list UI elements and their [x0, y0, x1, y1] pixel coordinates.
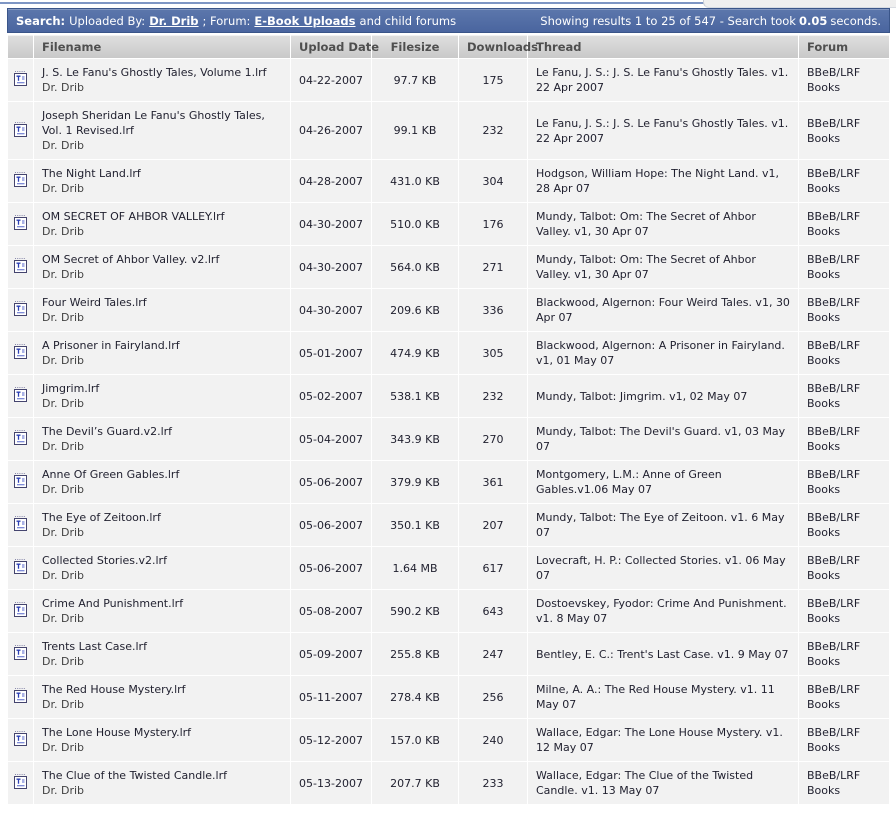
attachment-icon-cell[interactable] [8, 102, 33, 159]
text-file-icon [14, 171, 27, 191]
filesize-cell: 538.1 KB [372, 375, 458, 417]
column-header-upload-date: Upload Date [291, 35, 371, 58]
uploader-name: Dr. Drib [42, 784, 85, 797]
attachment-icon-cell[interactable] [8, 59, 33, 101]
attachment-icon-cell[interactable] [8, 590, 33, 632]
uploader-name: Dr. Drib [42, 182, 85, 195]
forum-cell [799, 633, 889, 675]
filename-link[interactable]: Joseph Sheridan Le Fanu's Ghostly Tales, Vol. 1 Revised.lrf [42, 109, 265, 137]
forum-link[interactable]: BBeB/LRF Books [807, 597, 861, 625]
attachment-icon-cell[interactable] [8, 547, 33, 589]
forum-link[interactable]: BBeB/LRF Books [807, 116, 861, 145]
filename-link[interactable]: Collected Stories.v2.lrf [42, 554, 167, 567]
filename-cell [34, 504, 290, 546]
filename-link[interactable]: The Clue of the Twisted Candle.lrf [42, 769, 227, 782]
upload-date-cell: 04-30-2007 [291, 203, 371, 245]
filename-link[interactable]: Four Weird Tales.lrf [42, 296, 147, 309]
forum-cell [799, 102, 889, 159]
upload-date-cell: 05-04-2007 [291, 418, 371, 460]
forum-cell [799, 590, 889, 632]
filesize-cell: 431.0 KB [372, 160, 458, 202]
text-file-icon [14, 472, 27, 492]
forum-cell [799, 160, 889, 202]
thread-link[interactable]: Milne, A. A.: The Red House Mystery. v1. 11 May 07 [536, 683, 775, 711]
downloads-cell: 304 [459, 160, 527, 202]
filename-link[interactable]: Trents Last Case.lrf [42, 640, 147, 653]
thread-cell [528, 102, 798, 159]
table-row [8, 289, 889, 331]
filename-cell [34, 375, 290, 417]
forum-cell [799, 203, 889, 245]
uploader-name: Dr. Drib [42, 483, 85, 496]
upload-date-cell: 05-06-2007 [291, 547, 371, 589]
filesize-cell: 590.2 KB [372, 590, 458, 632]
table-row [8, 246, 889, 288]
text-file-icon [14, 558, 27, 578]
upload-date-cell: 04-28-2007 [291, 160, 371, 202]
table-row [8, 676, 889, 718]
column-header-thread: Thread [528, 35, 798, 58]
downloads-cell: 233 [459, 762, 527, 804]
uploader-name: Dr. Drib [42, 225, 85, 238]
uploader-name: Dr. Drib [42, 655, 85, 668]
attachment-icon-cell[interactable] [8, 762, 33, 804]
filename-cell [34, 418, 290, 460]
table-row [8, 590, 889, 632]
forum-cell [799, 461, 889, 503]
filename-cell [34, 633, 290, 675]
filesize-cell: 99.1 KB [372, 102, 458, 159]
text-file-icon [14, 515, 27, 535]
thread-cell [528, 719, 798, 761]
filesize-cell: 379.9 KB [372, 461, 458, 503]
table-row [8, 633, 889, 675]
forum-link[interactable]: BBeB/LRF Books [807, 210, 861, 238]
uploader-name: Dr. Drib [42, 397, 85, 410]
uploader-name: Dr. Drib [42, 440, 85, 453]
downloads-cell: 207 [459, 504, 527, 546]
forum-link[interactable]: E-Book Uploads [254, 13, 356, 28]
upload-date-cell: 05-02-2007 [291, 375, 371, 417]
text-file-icon [14, 121, 27, 141]
upload-date-cell: 04-30-2007 [291, 246, 371, 288]
forum-link[interactable]: BBeB/LRF Books [807, 382, 861, 410]
table-header-row [8, 35, 889, 58]
thread-cell [528, 332, 798, 374]
forum-link[interactable]: BBeB/LRF Books [807, 726, 861, 754]
column-header-icon [8, 35, 33, 58]
filename-link[interactable]: The Lone House Mystery.lrf [42, 726, 192, 739]
attachment-icon-cell[interactable] [8, 418, 33, 460]
filename-link[interactable]: The Night Land.lrf [42, 167, 141, 180]
uploader-name: Dr. Drib [42, 698, 85, 711]
thread-cell [528, 203, 798, 245]
seconds-label: seconds. [830, 13, 881, 28]
uploader-name: Dr. Drib [42, 139, 85, 152]
thread-link[interactable]: Wallace, Edgar: The Lone House Mystery. v1. 12 May 07 [536, 726, 783, 754]
filesize-cell: 1.64 MB [372, 547, 458, 589]
attachment-icon-cell[interactable] [8, 504, 33, 546]
thread-link[interactable]: Hodgson, William Hope: The Night Land. v1, 28 Apr 07 [536, 167, 779, 195]
attachments-results-table [7, 34, 890, 805]
thread-link[interactable]: Le Fanu, J. S.: J. S. Le Fanu's Ghostly Tales. v1. 22 Apr 2007 [536, 116, 789, 145]
uploader-name: Dr. Drib [42, 612, 85, 625]
thread-cell [528, 375, 798, 417]
table-row [8, 418, 889, 460]
search-summary-bar [7, 8, 890, 33]
forum-cell [799, 418, 889, 460]
table-row [8, 59, 889, 101]
upload-date-cell: 05-11-2007 [291, 676, 371, 718]
table-row [8, 375, 889, 417]
downloads-cell: 361 [459, 461, 527, 503]
attachment-icon-cell[interactable] [8, 332, 33, 374]
forum-cell [799, 719, 889, 761]
filename-cell [34, 160, 290, 202]
filename-cell [34, 332, 290, 374]
thread-cell [528, 762, 798, 804]
forum-cell [799, 504, 889, 546]
top-right-corner-block [703, 0, 896, 8]
thread-cell [528, 504, 798, 546]
filesize-cell: 157.0 KB [372, 719, 458, 761]
filename-cell [34, 762, 290, 804]
attachment-icon-cell[interactable] [8, 375, 33, 417]
table-row [8, 762, 889, 804]
downloads-cell: 305 [459, 332, 527, 374]
thread-cell [528, 461, 798, 503]
upload-date-cell: 04-30-2007 [291, 289, 371, 331]
filename-cell [34, 59, 290, 101]
forum-cell [799, 762, 889, 804]
text-file-icon [14, 386, 27, 406]
forum-label: ; Forum: [202, 13, 251, 28]
thread-link[interactable]: Mundy, Talbot: Om: The Secret of Ahbor Valley. v1, 30 Apr 07 [536, 210, 756, 238]
search-results-page [0, 7, 896, 805]
filename-cell [34, 289, 290, 331]
downloads-cell: 270 [459, 418, 527, 460]
filename-link[interactable]: The Red House Mystery.lrf [42, 683, 186, 696]
filesize-cell: 278.4 KB [372, 676, 458, 718]
filesize-cell: 209.6 KB [372, 289, 458, 331]
forum-link[interactable]: BBeB/LRF Books [807, 511, 861, 539]
filesize-cell: 97.7 KB [372, 59, 458, 101]
thread-link[interactable]: Mundy, Talbot: The Devil's Guard. v1, 03 May 07 [536, 425, 786, 453]
filename-cell [34, 719, 290, 761]
upload-date-cell: 05-08-2007 [291, 590, 371, 632]
text-file-icon [14, 730, 27, 750]
forum-cell [799, 375, 889, 417]
uploader-name: Dr. Drib [42, 526, 85, 539]
text-file-icon [14, 773, 27, 793]
table-row [8, 719, 889, 761]
downloads-cell: 617 [459, 547, 527, 589]
forum-cell [799, 246, 889, 288]
upload-date-cell: 05-09-2007 [291, 633, 371, 675]
filename-link[interactable]: OM Secret of Ahbor Valley. v2.lrf [42, 253, 220, 266]
thread-cell [528, 633, 798, 675]
attachment-icon-cell[interactable] [8, 633, 33, 675]
text-file-icon [14, 257, 27, 277]
filesize-cell: 510.0 KB [372, 203, 458, 245]
results-count-text: Showing results 1 to 25 of 547 - Search took [540, 13, 796, 28]
table-row [8, 504, 889, 546]
thread-cell [528, 160, 798, 202]
attachment-icon-cell[interactable] [8, 461, 33, 503]
filesize-cell: 255.8 KB [372, 633, 458, 675]
table-row [8, 332, 889, 374]
thread-cell [528, 59, 798, 101]
uploader-link[interactable]: Dr. Drib [149, 13, 199, 28]
thread-cell [528, 289, 798, 331]
thread-link[interactable]: Blackwood, Algernon: Four Weird Tales. v1, 30 Apr 07 [536, 296, 790, 324]
search-time-value: 0.05 [798, 13, 828, 28]
thread-link[interactable]: Mundy, Talbot: The Eye of Zeitoon. v1. 6 May 07 [536, 511, 785, 539]
forum-link[interactable]: BBeB/LRF Books [807, 253, 861, 281]
upload-date-cell: 04-26-2007 [291, 102, 371, 159]
filename-link[interactable]: Jimgrim.lrf [42, 382, 100, 395]
uploader-name: Dr. Drib [42, 354, 85, 367]
thread-link[interactable]: Blackwood, Algernon: A Prisoner in Fairyland. v1, 01 May 07 [536, 339, 785, 367]
upload-date-cell: 05-06-2007 [291, 504, 371, 546]
text-file-icon [14, 343, 27, 363]
table-row [8, 461, 889, 503]
column-header-filesize: Filesize [372, 35, 458, 58]
browser-top-edge [0, 0, 896, 7]
filesize-cell: 207.7 KB [372, 762, 458, 804]
forum-link[interactable]: BBeB/LRF Books [807, 167, 861, 195]
forum-cell [799, 332, 889, 374]
forum-link[interactable]: BBeB/LRF Books [807, 66, 861, 94]
thread-link[interactable]: Mundy, Talbot: Jimgrim. v1, 02 May 07 [536, 389, 748, 403]
forum-cell [799, 59, 889, 101]
forum-link[interactable]: BBeB/LRF Books [807, 554, 861, 582]
filename-link[interactable]: A Prisoner in Fairyland.lrf [42, 339, 180, 352]
column-header-filename: Filename [34, 35, 290, 58]
uploader-name: Dr. Drib [42, 81, 85, 94]
filename-cell [34, 590, 290, 632]
text-file-icon [14, 687, 27, 707]
forum-link[interactable]: BBeB/LRF Books [807, 468, 861, 496]
forum-cell [799, 547, 889, 589]
filename-cell [34, 676, 290, 718]
top-border-line [0, 2, 704, 4]
table-row [8, 160, 889, 202]
attachment-icon-cell[interactable] [8, 246, 33, 288]
downloads-cell: 256 [459, 676, 527, 718]
upload-date-cell: 05-13-2007 [291, 762, 371, 804]
downloads-cell: 336 [459, 289, 527, 331]
text-file-icon [14, 644, 27, 664]
upload-date-cell: 05-01-2007 [291, 332, 371, 374]
downloads-cell: 232 [459, 102, 527, 159]
text-file-icon [14, 70, 27, 90]
filesize-cell: 350.1 KB [372, 504, 458, 546]
table-row [8, 102, 889, 159]
forum-link[interactable]: BBeB/LRF Books [807, 683, 861, 711]
uploaded-by-label: Uploaded By: [69, 13, 146, 28]
thread-link[interactable]: Le Fanu, J. S.: J. S. Le Fanu's Ghostly Tales. v1. 22 Apr 2007 [536, 66, 789, 94]
forum-cell [799, 676, 889, 718]
attachment-icon-cell[interactable] [8, 676, 33, 718]
filename-link[interactable]: J. S. Le Fanu's Ghostly Tales, Volume 1.lrf [42, 66, 267, 79]
downloads-cell: 271 [459, 246, 527, 288]
filesize-cell: 343.9 KB [372, 418, 458, 460]
filename-cell [34, 246, 290, 288]
filesize-cell: 564.0 KB [372, 246, 458, 288]
upload-date-cell: 04-22-2007 [291, 59, 371, 101]
downloads-cell: 247 [459, 633, 527, 675]
thread-link[interactable]: Dostoevskey, Fyodor: Crime And Punishment. v1. 8 May 07 [536, 597, 787, 625]
downloads-cell: 175 [459, 59, 527, 101]
text-file-icon [14, 300, 27, 320]
downloads-cell: 643 [459, 590, 527, 632]
filename-link[interactable]: Crime And Punishment.lrf [42, 597, 184, 610]
thread-link[interactable]: Mundy, Talbot: Om: The Secret of Ahbor Valley. v1, 30 Apr 07 [536, 253, 756, 281]
attachment-icon-cell[interactable] [8, 289, 33, 331]
text-file-icon [14, 429, 27, 449]
thread-cell [528, 547, 798, 589]
text-file-icon [14, 214, 27, 234]
thread-link[interactable]: Bentley, E. C.: Trent's Last Case. v1. 9 May 07 [536, 647, 789, 661]
forum-link[interactable]: BBeB/LRF Books [807, 425, 861, 453]
thread-cell [528, 676, 798, 718]
filename-link[interactable]: Anne Of Green Gables.lrf [42, 468, 180, 481]
thread-cell [528, 246, 798, 288]
filename-link[interactable]: The Devil’s Guard.v2.lrf [42, 425, 173, 438]
forum-link[interactable]: BBeB/LRF Books [807, 769, 861, 797]
attachment-icon-cell[interactable] [8, 719, 33, 761]
forum-cell [799, 289, 889, 331]
attachment-icon-cell[interactable] [8, 203, 33, 245]
table-row [8, 547, 889, 589]
filename-link[interactable]: OM SECRET OF AHBOR VALLEY.lrf [42, 210, 225, 223]
filename-cell [34, 461, 290, 503]
downloads-cell: 232 [459, 375, 527, 417]
filename-link[interactable]: The Eye of Zeitoon.lrf [42, 511, 161, 524]
text-file-icon [14, 601, 27, 621]
thread-link[interactable]: Montgomery, L.M.: Anne of Green Gables.v1.06 May 07 [536, 468, 722, 496]
thread-cell [528, 418, 798, 460]
uploader-name: Dr. Drib [42, 569, 85, 582]
uploader-name: Dr. Drib [42, 311, 85, 324]
table-row [8, 203, 889, 245]
thread-cell [528, 590, 798, 632]
column-header-forum: Forum [799, 35, 889, 58]
thread-link[interactable]: Wallace, Edgar: The Clue of the Twisted Candle. v1. 13 May 07 [536, 769, 754, 797]
attachment-icon-cell[interactable] [8, 160, 33, 202]
search-criteria [16, 14, 460, 28]
column-header-downloads: Downloads [459, 35, 527, 58]
forum-link[interactable]: BBeB/LRF Books [807, 339, 861, 367]
forum-link[interactable]: BBeB/LRF Books [807, 296, 861, 324]
forum-link[interactable]: BBeB/LRF Books [807, 640, 861, 668]
results-summary [537, 14, 881, 28]
downloads-cell: 176 [459, 203, 527, 245]
uploader-name: Dr. Drib [42, 268, 85, 281]
upload-date-cell: 05-12-2007 [291, 719, 371, 761]
search-label: Search: [16, 13, 66, 28]
filesize-cell: 474.9 KB [372, 332, 458, 374]
filename-cell [34, 102, 290, 159]
filename-cell [34, 203, 290, 245]
child-forums-label: and child forums [359, 13, 457, 28]
upload-date-cell: 05-06-2007 [291, 461, 371, 503]
filename-cell [34, 547, 290, 589]
thread-link[interactable]: Lovecraft, H. P.: Collected Stories. v1. 06 May 07 [536, 554, 786, 582]
uploader-name: Dr. Drib [42, 741, 85, 754]
downloads-cell: 240 [459, 719, 527, 761]
